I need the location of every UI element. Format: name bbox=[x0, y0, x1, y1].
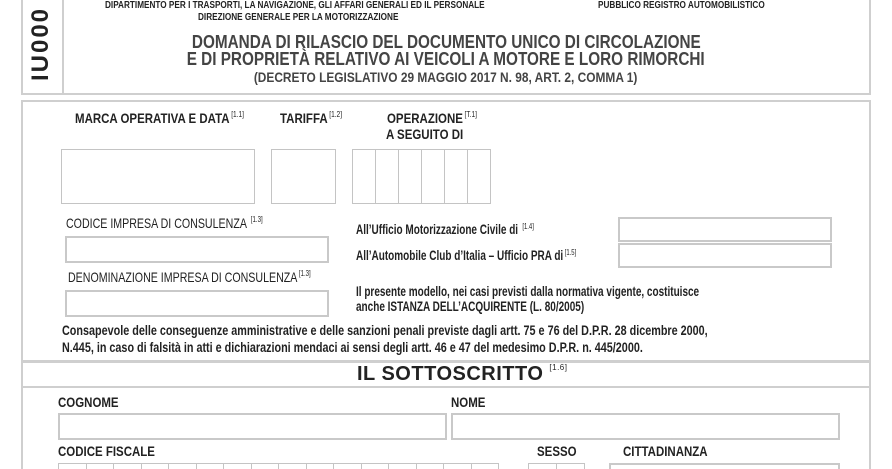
title-line-1: DOMANDA DI RILASCIO DEL DOCUMENTO UNICO DI CIRCOLAZIONE bbox=[191, 32, 701, 52]
codice-fiscale-label: CODICE FISCALE bbox=[58, 443, 155, 459]
denominazione-ref: [1.3] bbox=[298, 269, 311, 278]
tariffa-label: TARIFFA bbox=[280, 110, 328, 126]
nome-label: NOME bbox=[451, 394, 486, 410]
marca-label: MARCA OPERATIVA E DATA bbox=[75, 110, 230, 126]
tariffa-ref: [1.2] bbox=[329, 110, 343, 119]
nome-input[interactable] bbox=[451, 413, 840, 440]
sesso-cells[interactable] bbox=[528, 463, 584, 469]
cittadinanza-input[interactable] bbox=[609, 463, 840, 469]
declaration-line-2: N.445, in caso di falsità in atti e dichiarazioni mendaci ai sensi degli artt. 46 e 47 del medesimo D.P.R. n. 445/2000. bbox=[62, 340, 643, 355]
declaration-line-1: Consapevole delle conseguenze amministrative e delle sanzioni penali previste dagli artt. 75 e 76 del D.P.R. 28 dicembre 2000, bbox=[62, 323, 708, 338]
denominazione-input[interactable] bbox=[65, 290, 329, 317]
sottoscritto-ref: [1.6] bbox=[549, 363, 568, 372]
ufficio-mc-label: All’Ufficio Motorizzazione Civile di bbox=[356, 222, 521, 237]
sesso-label: SESSO bbox=[537, 443, 577, 459]
codice-impresa-input[interactable] bbox=[65, 236, 329, 263]
cognome-label: COGNOME bbox=[58, 394, 119, 410]
tariffa-field[interactable] bbox=[271, 149, 336, 204]
direction-line: DIREZIONE GENERALE PER LA MOTORIZZAZIONE bbox=[198, 12, 399, 23]
denominazione-label: DENOMINAZIONE IMPRESA DI CONSULENZA bbox=[68, 269, 298, 285]
cittadinanza-label: CITTADINANZA bbox=[623, 443, 708, 459]
codice-impresa-ref: [1.3] bbox=[250, 215, 263, 224]
sottoscritto-title: IL SOTTOSCRITTO bbox=[357, 363, 544, 385]
ufficio-mc-ref: [1.4] bbox=[522, 222, 534, 231]
title-line-2: E DI PROPRIETÀ RELATIVO AI VEICOLI A MOTORE E LORO RIMORCHI bbox=[187, 49, 705, 69]
codice-impresa-label: CODICE IMPRESA DI CONSULENZA bbox=[66, 215, 250, 231]
operazione-label-1: OPERAZIONE bbox=[387, 110, 463, 126]
operazione-cells[interactable] bbox=[352, 149, 490, 204]
note-line-2: anche ISTANZA DELL’ACQUIRENTE (L. 80/2005) bbox=[356, 299, 585, 314]
subtitle: (DECRETO LEGISLATIVO 29 MAGGIO 2017 N. 98, ART. 2, COMMA 1) bbox=[254, 69, 638, 85]
codice-fiscale-cells[interactable] bbox=[58, 463, 498, 469]
section-divider bbox=[21, 386, 871, 388]
note-line-1: Il presente modello, nei casi previsti dalla normativa vigente, costituisce bbox=[356, 284, 700, 299]
form-code: IU000 bbox=[27, 6, 54, 82]
ufficio-mc-input[interactable] bbox=[618, 217, 832, 242]
ufficio-pra-ref: [1.5] bbox=[564, 248, 577, 257]
registry-line: PUBBLICO REGISTRO AUTOMOBILISTICO bbox=[598, 0, 765, 11]
marca-field[interactable] bbox=[61, 149, 255, 204]
operazione-label-2: A SEGUITO DI bbox=[386, 126, 464, 142]
ufficio-pra-label: All’Automobile Club d’Italia – Ufficio PRA di bbox=[356, 248, 564, 263]
ministry-line: DIPARTIMENTO PER I TRASPORTI, LA NAVIGAZIONE, GLI AFFARI GENERALI ED IL PERSONALE bbox=[105, 0, 485, 11]
operazione-ref: [T.1] bbox=[464, 110, 477, 119]
cognome-input[interactable] bbox=[58, 413, 447, 440]
marca-ref: [1.1] bbox=[231, 110, 244, 119]
ufficio-pra-input[interactable] bbox=[618, 243, 832, 268]
